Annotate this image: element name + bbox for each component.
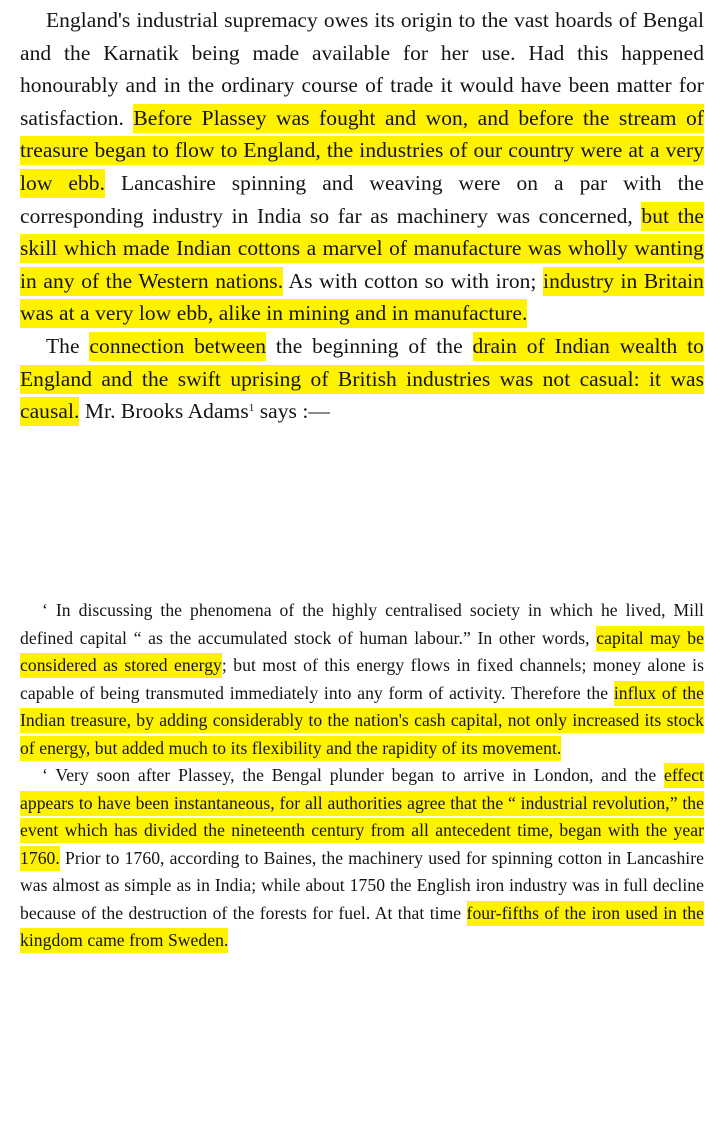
main-p1-text-3: As with cotton so with iron; xyxy=(288,268,537,293)
quote-paragraph-2 xyxy=(20,762,704,955)
highlight-stored-energy: capital may be considered as stored energy xyxy=(20,626,704,679)
highlight-industrial-revolution: effect appears to have been instantaneous, for all authorities agree that the “ industrial revolution,” the event which has divided the nineteenth century from all antecedent time, began with the year 1760. xyxy=(20,763,704,871)
main-p1-text-1: England's industrial supremacy owes its origin to the vast hoards of Bengal and the Karnatik being made available for her use. Had this happened honourably and in the ordinary course of trade it would have been matter for satisfaction. xyxy=(20,8,704,130)
main-paragraph-2 xyxy=(20,330,704,428)
quote-p2-text-2: Prior to 1760, according to Baines, the machinery used for spinning cotton in Lancashire was almost as simple as in India; while about 1750 the English iron industry was in full decline because of the destruction of the forests for fuel. At that time xyxy=(20,847,705,923)
quoted-passage xyxy=(20,597,704,955)
footnote-marker: 1 xyxy=(248,402,255,415)
main-p1-text-2: Lancashire spinning and weaving were on a par with the corresponding industry in India so far as machinery was concerned, xyxy=(20,170,704,228)
main-text xyxy=(20,4,704,428)
main-paragraph-1 xyxy=(20,4,704,330)
highlight-indian-cottons: but the skill which made Indian cottons a marvel of manufacture was wholly wanting in any of the Western nations. xyxy=(20,202,704,296)
highlight-connection: connection between xyxy=(89,332,266,361)
quote-p1-text-1: ‘ In discussing the phenomena of the highly centralised society in which he lived, Mill defined capital “ as the accumulated stock of human labour.” In other words, xyxy=(20,600,704,648)
highlight-plassey-industries: Before Plassey was fought and won, and before the stream of treasure began to flow to England, the industries of our country were at a very low ebb. xyxy=(20,104,704,198)
highlight-drain-of-wealth: drain of Indian wealth to England and the swift uprising of British industries was not casual: it was causal. xyxy=(20,332,704,426)
highlight-iron-from-sweden: four-fifths of the iron used in the kingdom came from Sweden. xyxy=(20,901,704,954)
main-p2-text-1: The xyxy=(46,333,80,358)
main-p2-text-4: says :— xyxy=(259,399,330,424)
main-p2-text-2: the beginning of the xyxy=(275,333,463,358)
quote-p1-text-2: ; but most of this energy flows in fixed channels; money alone is capable of being transmuted immediately into any form of activity. Therefore the xyxy=(20,655,704,703)
quote-paragraph-1 xyxy=(20,597,704,762)
main-p2-text-3: Mr. Brooks Adams xyxy=(84,399,249,424)
highlight-britain-industry: industry in Britain was at a very low ebb, alike in mining and in manufacture. xyxy=(20,267,704,329)
highlight-indian-treasure: influx of the Indian treasure, by adding considerably to the nation's cash capital, not only increased its stock of energy, but added much to its flexibility and the rapidity of its movement. xyxy=(20,681,704,761)
quote-p2-text-1: ‘ Very soon after Plassey, the Bengal plunder began to arrive in London, and the xyxy=(42,765,657,785)
